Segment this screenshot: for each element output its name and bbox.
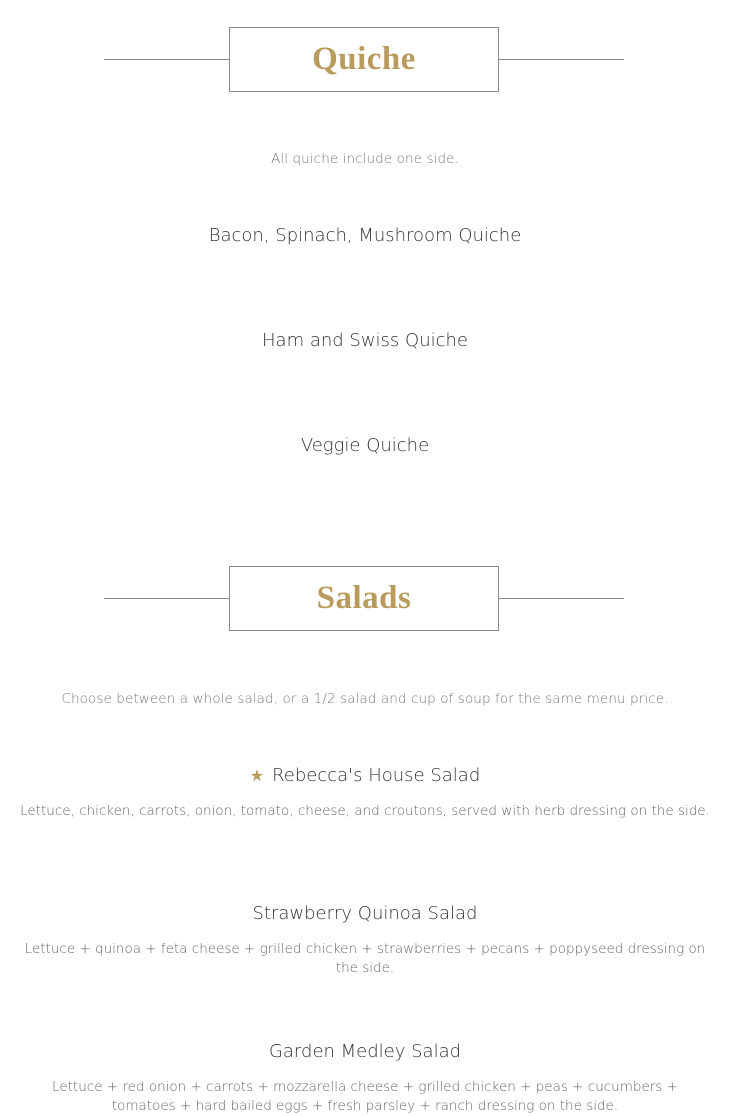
menu-item-name: Garden Medley Salad — [268, 1041, 462, 1062]
header-rule-left — [104, 598, 230, 599]
menu-item-name: Strawberry Quinoa Salad — [252, 903, 478, 924]
menu-item-label: Rebecca's House Salad — [272, 765, 481, 786]
header-rule-right — [498, 598, 624, 599]
section-title-box — [229, 566, 499, 631]
quiche-section-header — [0, 27, 730, 93]
menu-item-description: Lettuce, chicken, carrots, onion, tomato, cheese, and croutons, served with herb dressing on the side. — [20, 803, 710, 819]
header-rule-right — [498, 59, 624, 60]
section-title: Quiche — [312, 41, 416, 77]
header-rule-left — [104, 59, 230, 60]
section-note: Choose between a whole salad, or a 1/2 salad and cup of soup for the same menu price. — [61, 691, 669, 707]
star-icon: ★ — [249, 766, 265, 785]
menu-item-description: Lettuce + quinoa + feta cheese + grilled chicken + strawberries + pecans + poppyseed dressing on the side. — [24, 941, 706, 976]
section-title: Salads — [316, 580, 412, 616]
salads-section-header — [0, 566, 730, 632]
menu-item-name: Bacon, Spinach, Mushroom Quiche — [208, 225, 522, 246]
menu-item-name — [0, 765, 730, 786]
section-title-box — [229, 27, 499, 92]
menu-item-name: Ham and Swiss Quiche — [262, 330, 468, 351]
menu-item-name: Veggie Quiche — [300, 435, 430, 456]
section-note: All quiche include one side. — [271, 151, 459, 167]
menu-item-description: Lettuce + red onion + carrots + mozzarella cheese + grilled chicken + peas + cucumbers + tomatoes + hard bailed eggs + fresh parsley + ranch dressing on the side. — [52, 1079, 678, 1114]
